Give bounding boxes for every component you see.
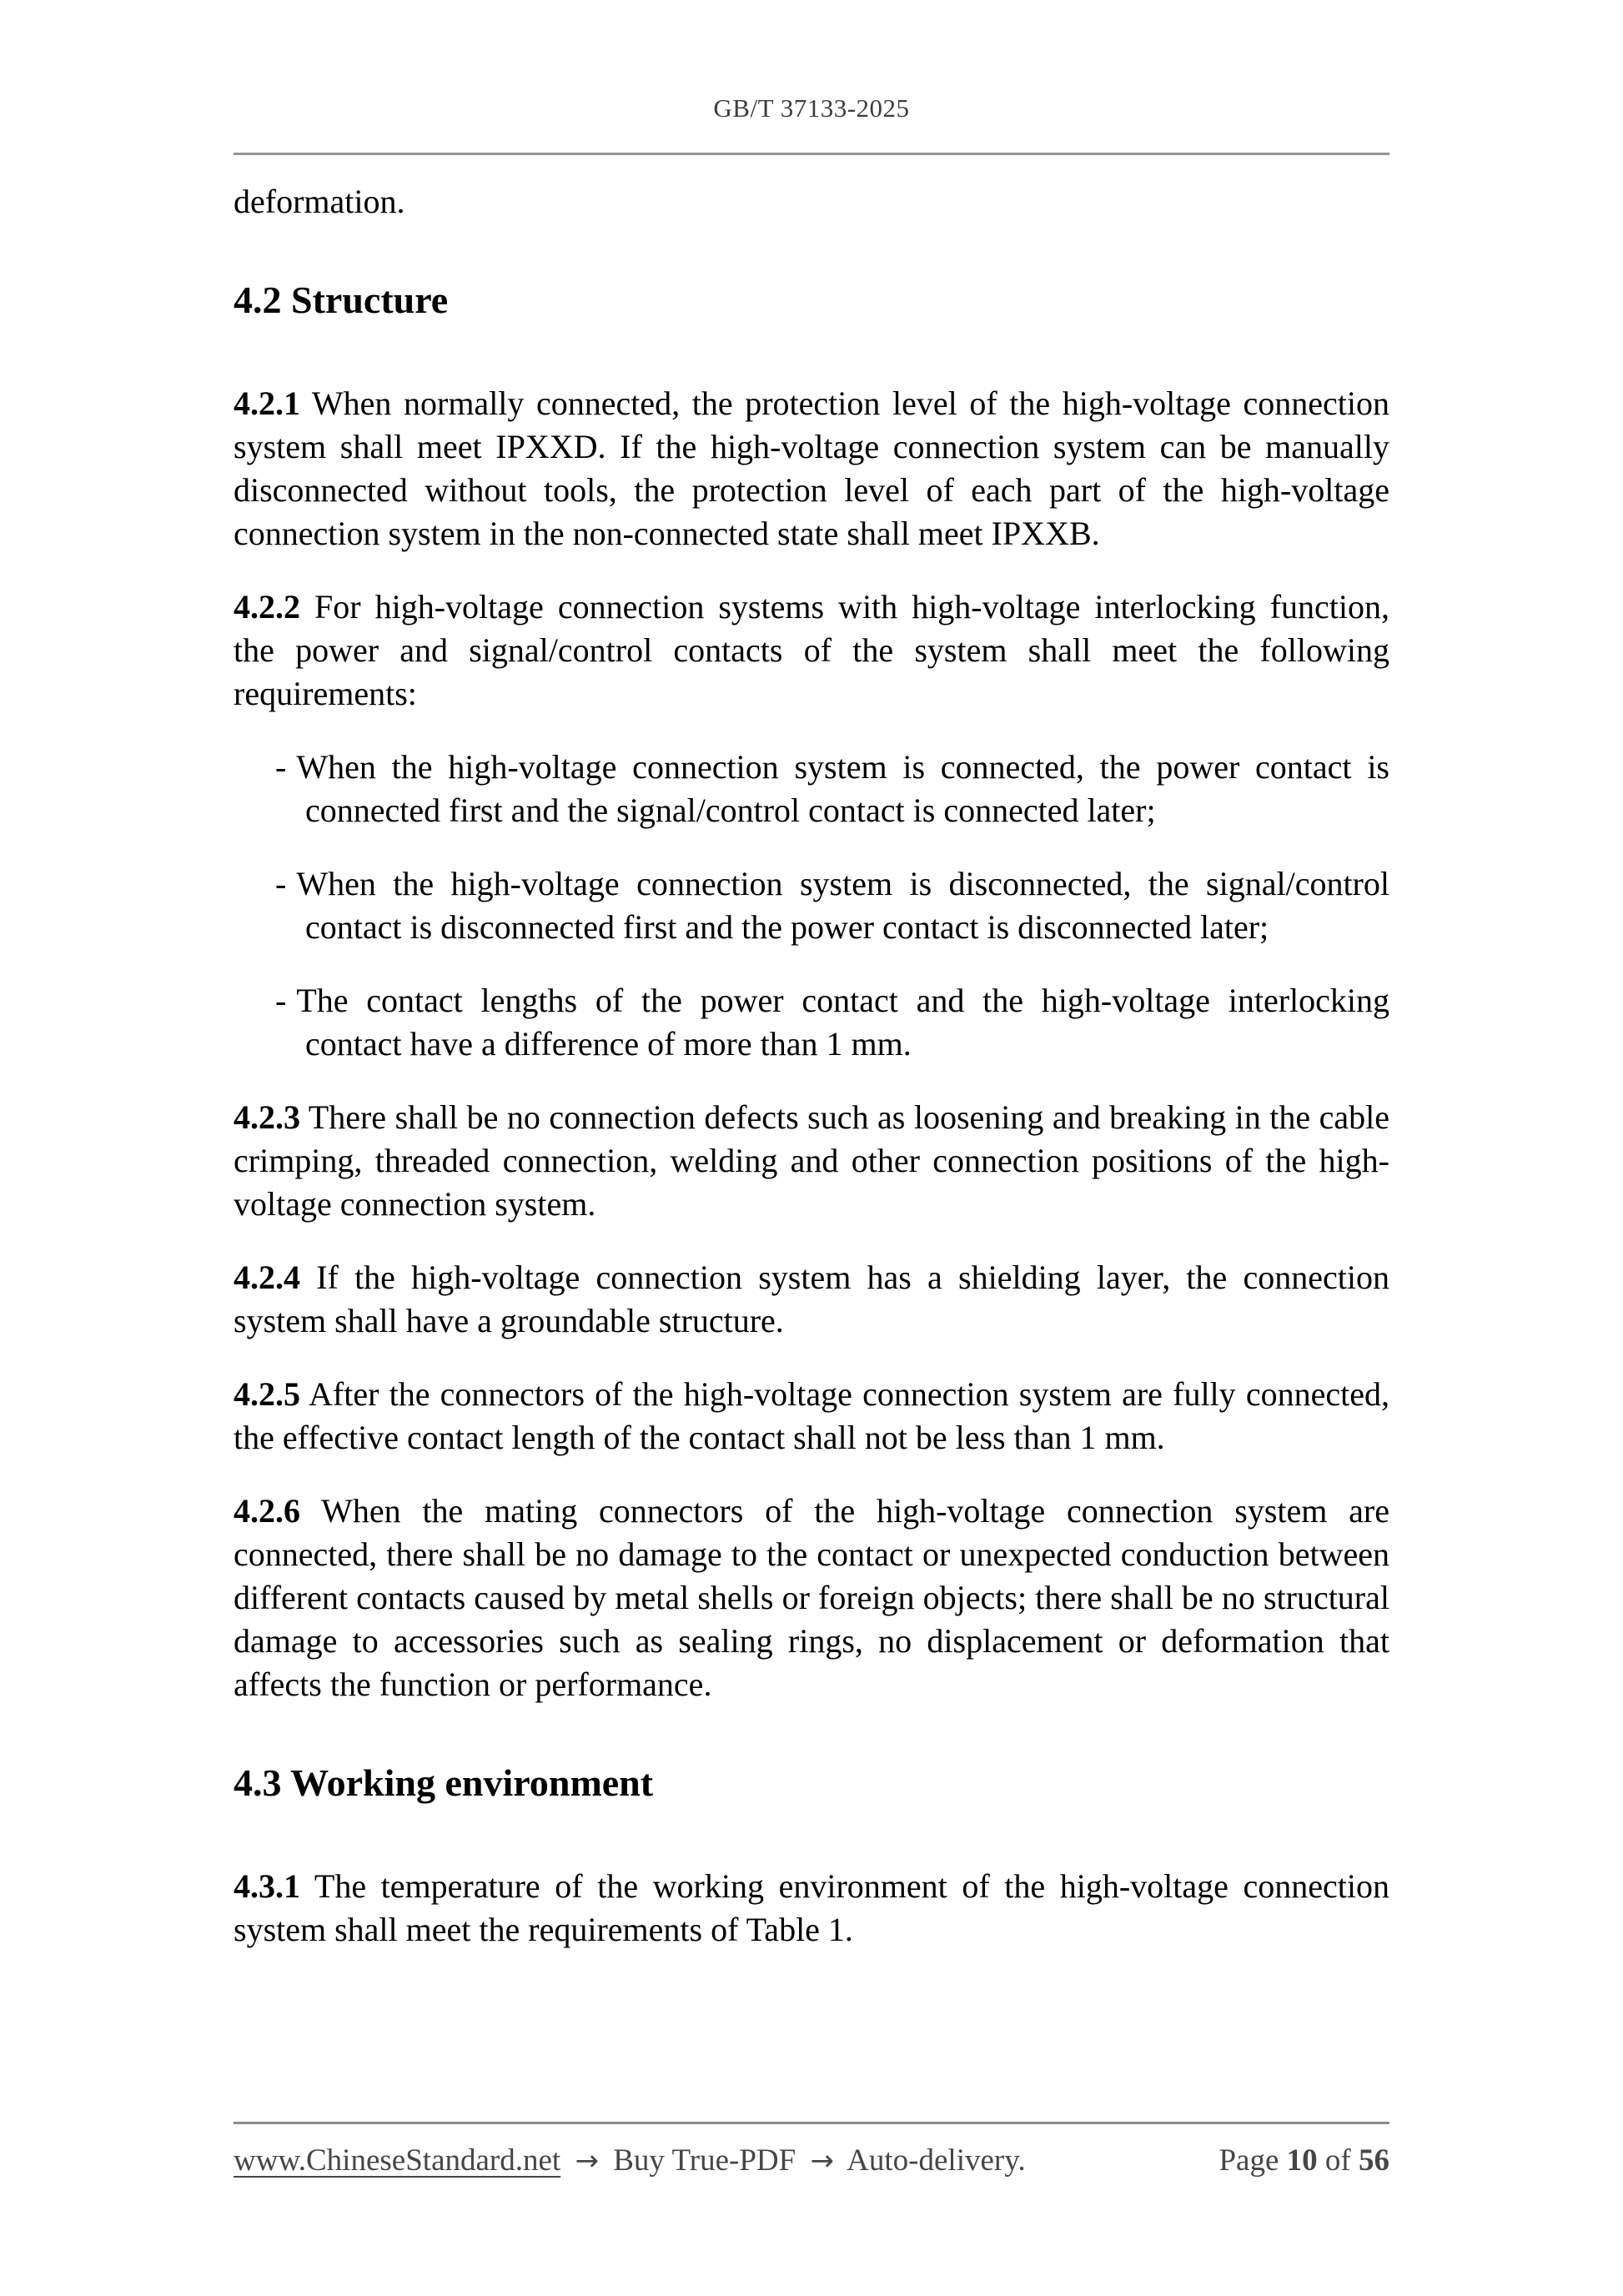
bullet-item — [275, 979, 1389, 1066]
bullet-text: When the high-voltage connection system is disconnected, the signal/control contact is disconnected first and the power contact is disconnected later; — [296, 865, 1389, 946]
clause-text: When the mating connectors of the high-voltage connection system are connected, there shall be no damage to the contact or unexpected conduction between different contacts caused by metal shells or foreign objects; there shall be no structural damage to accessories such as sealing rings, no displacement or deformation that affects the function or performance. — [234, 1492, 1390, 1703]
clause-number: 4.2.5 — [234, 1375, 300, 1413]
page-header — [234, 0, 1389, 125]
paragraph-continuation — [234, 180, 1389, 224]
clause-number: 4.2.3 — [234, 1098, 300, 1136]
bullet-dash: - — [275, 982, 287, 1019]
header-rule — [234, 153, 1389, 155]
clause-paragraph — [234, 585, 1389, 716]
clause-text: For high-voltage connection systems with high-voltage interlocking function, the power and signal/control contacts of the system shall meet the following requirements: — [234, 588, 1390, 712]
site-link[interactable]: www.ChineseStandard.net — [234, 2143, 561, 2178]
paragraph-text: deformation. — [234, 183, 405, 220]
clause-text: After the connectors of the high-voltage connection system are fully connected, the effective contact length of the contact shall not be less than 1 mm. — [234, 1375, 1390, 1456]
standard-code: GB/T 37133-2025 — [713, 93, 910, 123]
section-heading-structure: 4.2 Structure — [234, 279, 449, 321]
document-body — [234, 180, 1389, 1952]
page-current: 10 — [1286, 2143, 1318, 2178]
bullet-item — [275, 862, 1389, 949]
bullet-dash: - — [275, 748, 287, 786]
clause-paragraph — [234, 1865, 1389, 1952]
bullet-dash: - — [275, 865, 287, 902]
clause-paragraph — [234, 1490, 1389, 1706]
clause-paragraph — [234, 1256, 1389, 1343]
clause-number: 4.2.6 — [234, 1492, 300, 1530]
clause-text: The temperature of the working environment of the high-voltage connection system shall meet the requirements of Table 1. — [234, 1867, 1390, 1948]
bullet-text: When the high-voltage connection system is connected, the power contact is connected first and the signal/control contact is connected later; — [296, 748, 1389, 829]
footer-links — [234, 2143, 1026, 2178]
footer-action-buy: Buy True-PDF — [613, 2143, 796, 2178]
page-label: Page — [1219, 2143, 1279, 2178]
clause-text: If the high-voltage connection system has a shielding layer, the connection system shall have a groundable structure. — [234, 1259, 1389, 1339]
clause-paragraph — [234, 382, 1389, 555]
bullet-text: The contact lengths of the power contact and the high-voltage interlocking contact have a difference of more than 1 mm. — [296, 982, 1389, 1063]
clause-text: There shall be no connection defects such as loosening and breaking in the cable crimping, threaded connection, welding and other connection positions of the high-voltage connection system. — [234, 1098, 1389, 1223]
arrow-right-icon: → — [810, 2144, 834, 2178]
section-heading-working-environment: 4.3 Working environment — [234, 1761, 654, 1804]
clause-number: 4.2.1 — [234, 384, 300, 422]
footer-action-delivery: Auto-delivery. — [847, 2143, 1026, 2178]
of-label: of — [1324, 2143, 1351, 2178]
clause-number: 4.3.1 — [234, 1867, 300, 1905]
clause-paragraph — [234, 1373, 1389, 1459]
clause-paragraph — [234, 1096, 1389, 1226]
bullet-item — [275, 746, 1389, 832]
clause-number: 4.2.4 — [234, 1259, 300, 1296]
page-footer — [234, 2122, 1389, 2178]
arrow-right-icon: → — [575, 2144, 599, 2178]
clause-number: 4.2.2 — [234, 588, 300, 625]
page-indicator — [1219, 2143, 1389, 2178]
clause-text: When normally connected, the protection level of the high-voltage connection system shall meet IPXXD. If the high-voltage connection system can be manually disconnected without tools, the protection level of each part of the high-voltage connection system in the non-connected state shall meet IPXXB. — [234, 384, 1389, 552]
page-total: 56 — [1359, 2143, 1389, 2178]
